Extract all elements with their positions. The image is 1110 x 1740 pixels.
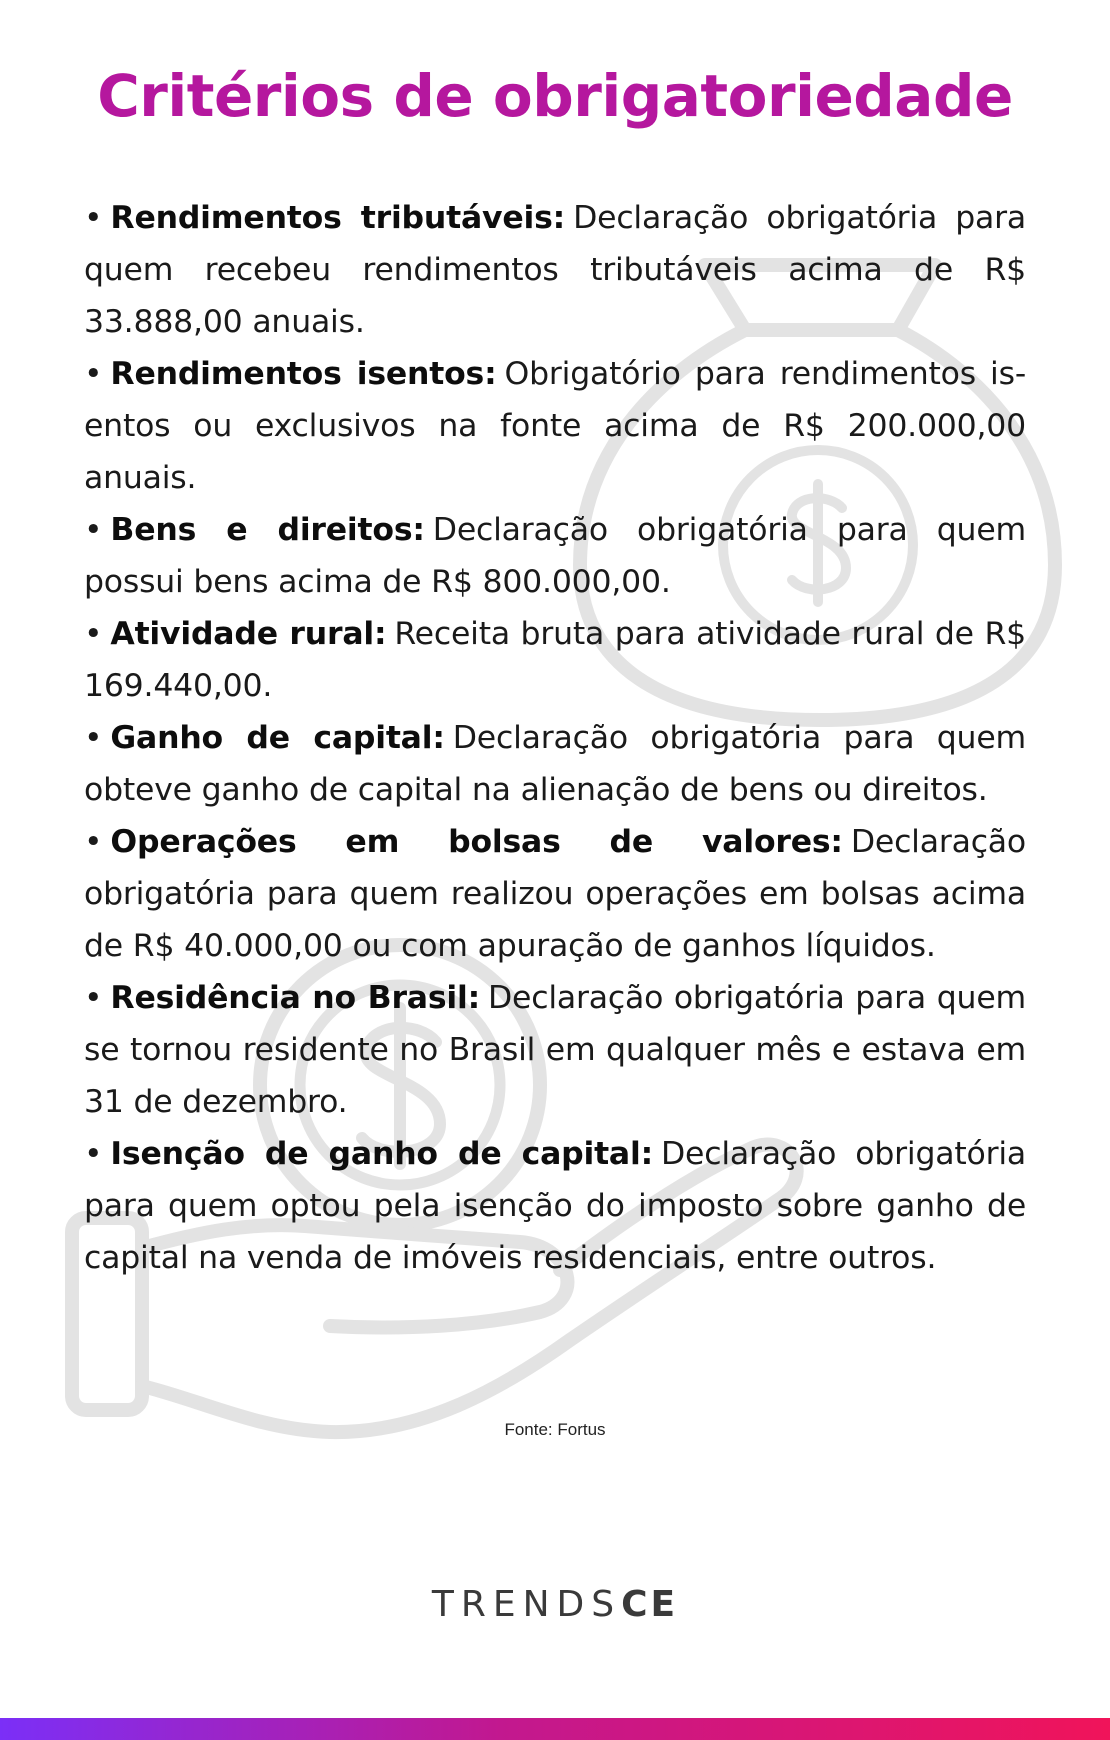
criteria-item xyxy=(84,712,1026,816)
criteria-item xyxy=(84,972,1026,1128)
criteria-text: Declaração obrigatória para quem possui bens acima de R$ 800.000,00. xyxy=(84,512,1026,600)
criteria-item xyxy=(84,816,1026,972)
brand-logo xyxy=(0,1584,1110,1625)
criteria-list xyxy=(84,192,1026,1284)
brand-logo-bold: CE xyxy=(621,1584,679,1625)
bullet: • xyxy=(84,356,103,392)
bullet: • xyxy=(84,1136,103,1172)
criteria-term: Bens e direitos: xyxy=(110,512,425,548)
criteria-item xyxy=(84,348,1026,504)
criteria-text: Declaração obrigatória para quem recebeu rendimentos tributáveis acima de R$ 33.888,00 anuais. xyxy=(84,200,1026,340)
source-note: Fonte: Fortus xyxy=(504,1420,606,1439)
criteria-text: Declaração obrigatória para quem optou pela isenção do imposto sobre ganho de capital na venda de imóveis residenciais, entre outros. xyxy=(84,1136,1026,1276)
criteria-term: Operações em bolsas de valores: xyxy=(110,824,843,860)
criteria-text: Declaração obrigatória para quem se tornou residente no Brasil em qualquer mês e estava em 31 de dezembro. xyxy=(84,980,1026,1120)
bottom-gradient-bar xyxy=(0,1718,1110,1740)
criteria-item xyxy=(84,1128,1026,1284)
criteria-item xyxy=(84,504,1026,608)
criteria-term: Atividade rural: xyxy=(110,616,387,652)
criteria-item xyxy=(84,608,1026,712)
criteria-item xyxy=(84,192,1026,348)
bullet: • xyxy=(84,980,103,1016)
criteria-term: Residência no Brasil: xyxy=(110,980,480,1016)
criteria-term: Isenção de ganho de capital: xyxy=(110,1136,653,1172)
criteria-text: Declaração obrigatória para quem obteve ganho de capital na alienação de bens ou direitos. xyxy=(84,720,1026,808)
bullet: • xyxy=(84,512,103,548)
criteria-text: Declaração obrigatória para quem realizou operações em bolsas acima de R$ 40.000,00 ou com apuração de ganhos líquidos. xyxy=(84,824,1026,964)
criteria-text: Receita bruta para atividade rural de R$ 169.440,00. xyxy=(84,616,1026,704)
page-title: Critérios de obrigatoriedade xyxy=(97,62,1013,130)
bullet: • xyxy=(84,200,103,236)
criteria-text: Obrigatório para rendimentos is-entos ou exclusivos na fonte acima de R$ 200.000,00 anuais. xyxy=(84,356,1026,496)
brand-logo-light: TRENDS xyxy=(431,1584,622,1625)
criteria-term: Ganho de capital: xyxy=(110,720,445,756)
bullet: • xyxy=(84,616,103,652)
bullet: • xyxy=(84,824,103,860)
criteria-term: Rendimentos tributáveis: xyxy=(110,200,566,236)
criteria-term: Rendimentos isentos: xyxy=(110,356,497,392)
bullet: • xyxy=(84,720,103,756)
